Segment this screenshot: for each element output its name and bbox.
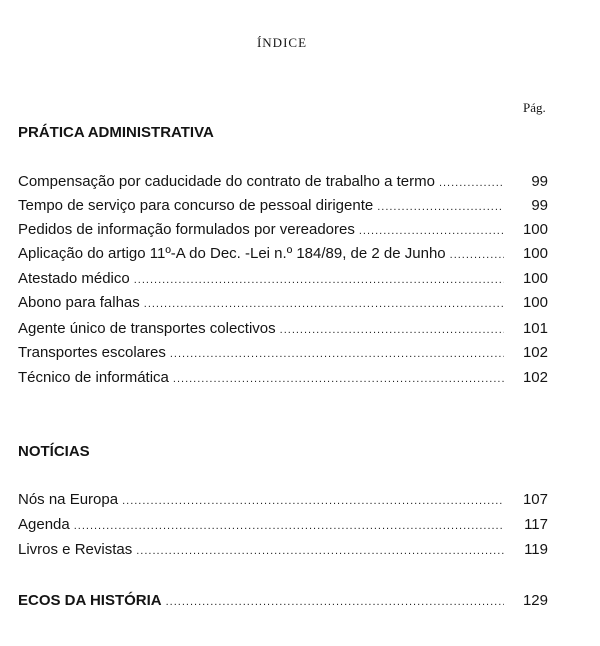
dot-leader — [166, 593, 504, 611]
toc-entry-page: 100 — [522, 245, 548, 262]
toc-entry-page: 107 — [522, 491, 548, 508]
toc-entry-page: 99 — [531, 173, 548, 190]
toc-entry-title: Atestado médico — [18, 270, 130, 287]
toc-entry[interactable] — [18, 344, 548, 363]
toc-entry[interactable] — [18, 173, 548, 192]
dot-leader — [439, 174, 504, 192]
toc-entry-page: 100 — [522, 294, 548, 311]
dot-leader — [134, 271, 504, 289]
toc-entry-title: Nós na Europa — [18, 491, 119, 508]
dot-leader — [377, 198, 504, 216]
toc-entry[interactable] — [18, 320, 548, 339]
toc-entry-page: 102 — [522, 344, 548, 361]
dot-leader — [136, 542, 504, 560]
toc-entry[interactable] — [18, 270, 548, 289]
toc-entry-title: Pedidos de informação formulados por vereadores — [18, 221, 355, 238]
toc-entry-title: Abono para falhas — [18, 294, 140, 311]
toc-entry[interactable] — [18, 294, 548, 313]
dot-leader — [74, 517, 504, 535]
section-heading-noticias: NOTÍCIAS — [18, 443, 90, 460]
toc-entry-ecos-da-historia[interactable] — [18, 592, 548, 611]
dot-leader — [144, 295, 504, 313]
toc-entry-page: 100 — [522, 221, 548, 238]
toc-entry-title: Tempo de serviço para concurso de pessoal dirigente — [18, 197, 374, 214]
toc-entry-title: Transportes escolares — [18, 344, 166, 361]
toc-entry[interactable] — [18, 491, 548, 510]
toc-entry-page: 119 — [524, 541, 548, 558]
toc-entry[interactable] — [18, 541, 548, 560]
page-title: ÍNDICE — [256, 35, 308, 50]
page-column-label: Pág. — [523, 100, 546, 115]
toc-entry[interactable] — [18, 516, 548, 535]
toc-entry-title: Livros e Revistas — [18, 541, 133, 558]
dot-leader — [170, 345, 504, 363]
toc-entry-title: Agenda — [18, 516, 70, 533]
toc-entry-page: 117 — [524, 516, 548, 533]
toc-entry[interactable] — [18, 245, 548, 264]
section-heading-pratica-administrativa: PRÁTICA ADMINISTRATIVA — [18, 124, 214, 141]
toc-entry-page: 102 — [522, 369, 548, 386]
toc-entry-page: 99 — [531, 197, 548, 214]
toc-entry-page: 101 — [522, 320, 548, 337]
toc-entry-title: Agente único de transportes colectivos — [18, 320, 276, 337]
dot-leader — [359, 222, 504, 240]
toc-entry-title: ECOS DA HISTÓRIA — [18, 592, 162, 609]
toc-entry[interactable] — [18, 221, 548, 240]
toc-entry-title: Técnico de informática — [18, 369, 169, 386]
dot-leader — [450, 246, 504, 264]
toc-entry-page: 129 — [522, 592, 548, 609]
toc-entry-title: Aplicação do artigo 11º-A do Dec. -Lei n.º 184/89, de 2 de Junho — [18, 245, 446, 262]
dot-leader — [173, 370, 504, 388]
dot-leader — [280, 321, 504, 339]
toc-entry-title: Compensação por caducidade do contrato de trabalho a termo — [18, 173, 435, 190]
toc-entry-page: 100 — [522, 270, 548, 287]
toc-entry[interactable] — [18, 369, 548, 388]
toc-entry[interactable] — [18, 197, 548, 216]
dot-leader — [122, 492, 504, 510]
